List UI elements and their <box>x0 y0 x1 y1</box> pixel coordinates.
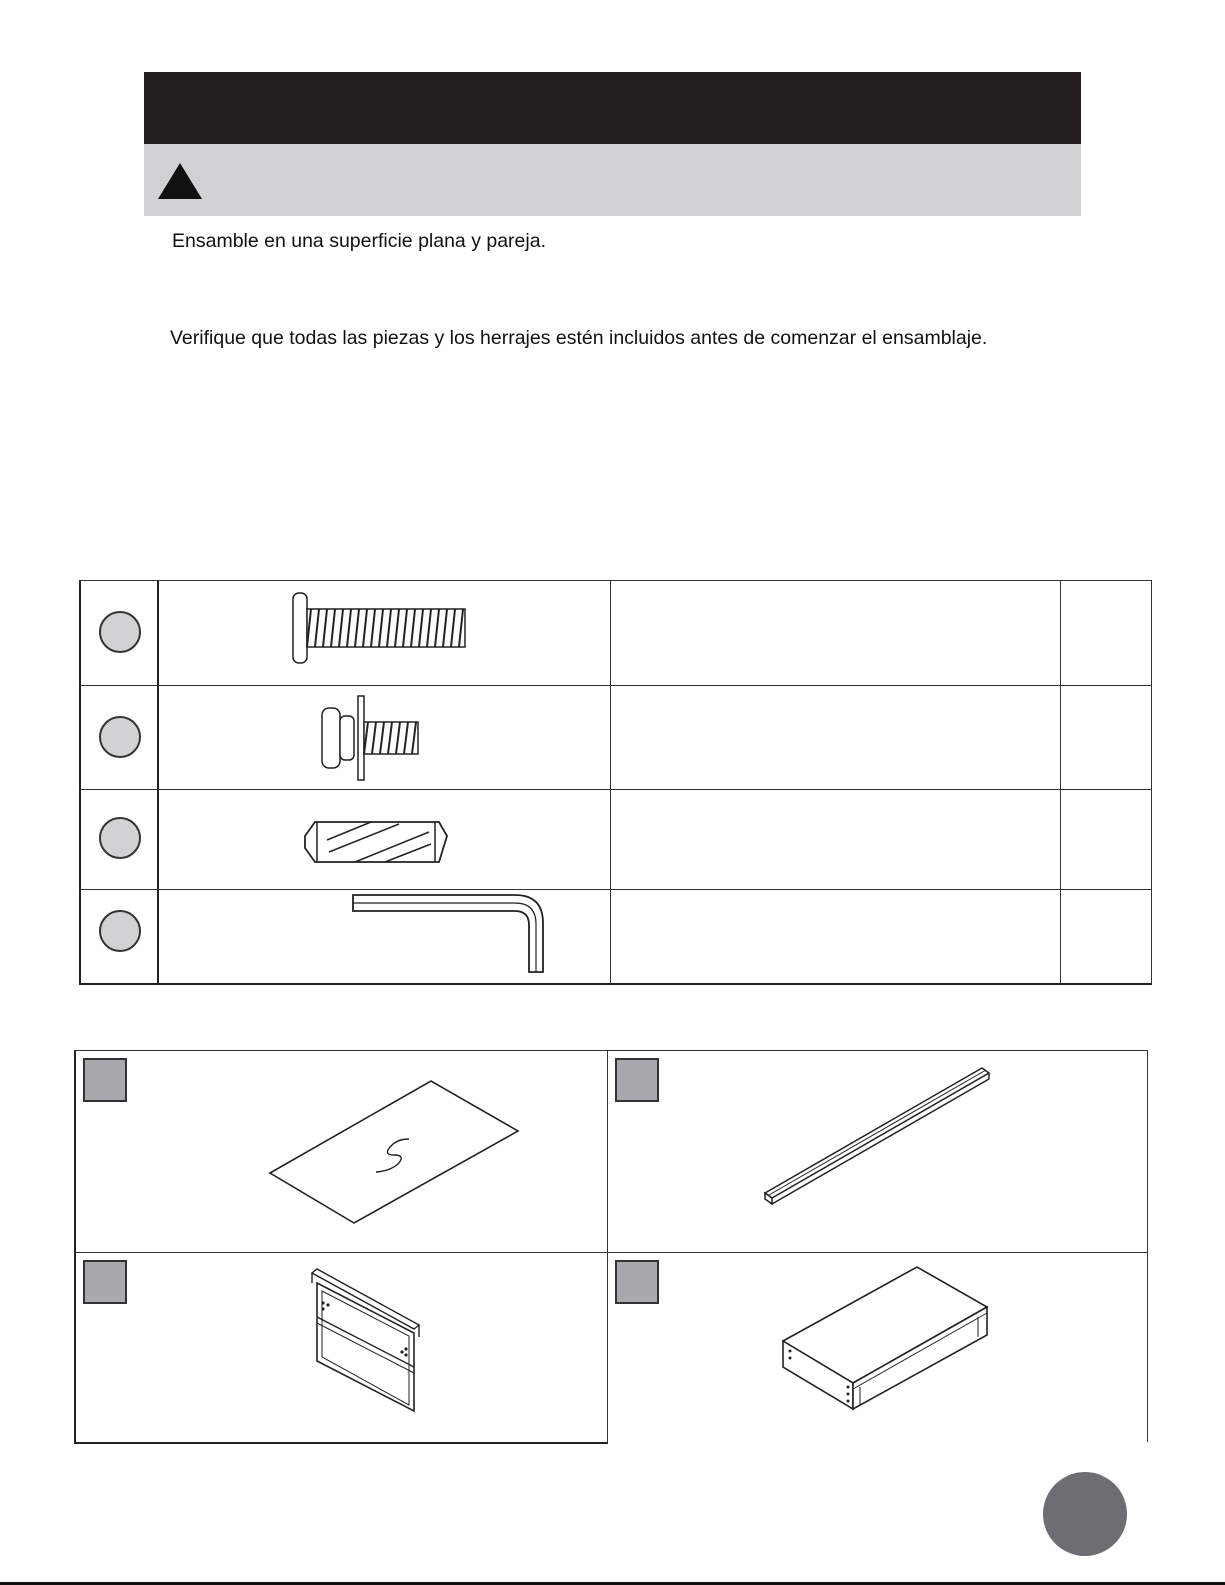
warning-banner <box>144 144 1081 216</box>
allen-key-icon <box>159 890 611 986</box>
panel-board-icon <box>76 1051 610 1253</box>
hardware-id-cell <box>79 790 159 889</box>
hardware-description-cell <box>611 686 1061 789</box>
hardware-quantity-cell <box>1061 790 1152 889</box>
part-cell <box>608 1050 1148 1252</box>
bolt-with-washer-icon <box>159 686 611 790</box>
hardware-row <box>79 789 1152 889</box>
rail-strip-icon <box>608 1051 1148 1253</box>
warning-triangle-icon <box>158 163 202 199</box>
hardware-description-cell <box>611 581 1061 685</box>
hardware-description-cell <box>611 890 1061 983</box>
hardware-id-cell <box>79 686 159 789</box>
instruction-flat-surface: Ensamble en una superficie plana y pareja. <box>172 230 546 252</box>
wooden-dowel-icon <box>159 790 611 890</box>
hardware-quantity-cell <box>1061 890 1152 983</box>
hardware-row <box>79 685 1152 789</box>
hardware-id-cell <box>79 581 159 685</box>
part-cell <box>74 1252 608 1444</box>
hardware-table <box>79 580 1152 985</box>
hardware-id-marker <box>99 611 141 653</box>
hardware-image-cell <box>159 686 611 789</box>
header-bar <box>144 72 1081 144</box>
hardware-id-marker <box>99 910 141 952</box>
hardware-image-cell <box>159 790 611 889</box>
hardware-row <box>79 889 1152 985</box>
hardware-image-cell <box>159 890 611 983</box>
parts-grid <box>74 1050 1148 1444</box>
instruction-verify-parts: Verifique que todas las piezas y los herrajes estén incluidos antes de comenzar el ensamblaje. <box>170 327 988 349</box>
hardware-id-marker <box>99 817 141 859</box>
back-frame-icon <box>76 1253 610 1445</box>
bolt-icon <box>159 581 611 686</box>
hardware-description-cell <box>611 790 1061 889</box>
hardware-id-marker <box>99 716 141 758</box>
hardware-image-cell <box>159 581 611 685</box>
hardware-id-cell <box>79 890 159 983</box>
part-cell <box>74 1050 608 1252</box>
hardware-quantity-cell <box>1061 686 1152 789</box>
drawer-box-icon <box>608 1253 1148 1443</box>
hardware-row <box>79 580 1152 685</box>
page-number-marker <box>1043 1472 1127 1556</box>
hardware-quantity-cell <box>1061 581 1152 685</box>
part-cell <box>608 1252 1148 1442</box>
